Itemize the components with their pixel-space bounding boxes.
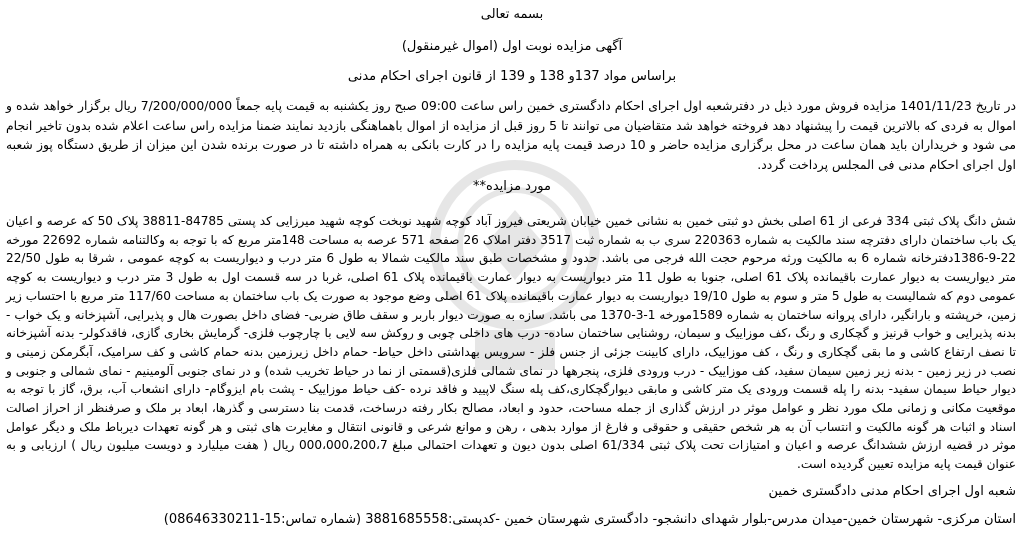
invocation-heading: بسمه تعالی xyxy=(480,7,544,22)
legal-basis-line: براساس مواد 137و 138 و 139 از قانون اجرای احکام مدنی xyxy=(347,69,677,84)
intro-paragraph: در تاریخ 1401/11/23 مزایده فروش مورد ذیل در دفترشعبه اول اجرای احکام دادگستری خمین راس ساعت 09:00 صبح روز یکشنبه به قیمت پایه جمعاً 7/200/000/000 ریال برگزار خواهد شده و اموال به فردی که بالاترین قیمت را پیشنهاد دهد فروخته خواهد شد متقاضیان می توانند تا 5 روز قبل از مزایده از اموال باهماهنگی بازدید نمایند ضمنا مزایده راس ساعت اعلام شده بدون تاخیر انجام می شود و خریداران باید همان ساعت در محل برگزاری مزایده حاضر و 10 درصد قیمت پایه مزایده را در کارت بانکی به همراه داشته تا در صورت برنده شدن این میزان از طریق دستگاه پوز شعبه اول اجرای احکام مدنی فی المجلس پرداخت گردد. xyxy=(6,98,1016,172)
property-description-paragraph: شش دانگ پلاک ثبتی 334 فرعی از 61 اصلی بخش دو ثبتی خمین به نشانی خمین خیابان شریعتی فیروز آباد کوچه شهید نوبخت کوچه شهید میرزایی کد پستی 84785-38811 پلاک 50 که عرصه و اعیان یک باب ساختمان دارای دفترچه سند مالکیت به شماره 220363 سری ب به شماره ثبت 3517 دفتر املاک 26 صفحه 571 عرصه به مساحت 148متر مربع که با توجه به وکالتنامه شماره 22692 مورخه 22-9-1386دفترخانه شماره 6 به مالکیت ورثه مرحوم حجت الله فرجی می باشد. حدود و مشخصات طبق سند مالکیت شمالا به طول 6 متر درب و دیواریست به کوچه عمومی ، شرقا به طول 22/50 متر دیواریست به دیوار عمارت باقیمانده پلاک 61 اصلی، جنوبا به طول 11 متر دیواریست به دیوار عمارت باقیمانده پلاک 61 اصلی، غربا در سه قسمت اول به طول 3 متر درب و دیواریست به کوچه عمومی دوم که شمالیست به طول 5 متر و سوم به طول 19/10 دیواریست به دیوار عمارت باقیمانده پلاک 61 اصلی وضع موجود به صورت یک باب ساختمان به مساحت 117/60 متر مربع با احتساب زیر زمین، خرپشته و بارانگیر، دارای پروانه ساختمان به شماره 1589مورخه 1-3-1370 می باشد. سازه به صورت دیوار باربر و سقف طاق ضربی- فضای داخل بصورت هال و پذیرایی، آشپزخانه و یک خواب - بدنه پذیرایی و خواب قرنیز و گچکاری و رنگ ،کف موزاییک و سیمان، روشنایی ساختمان ساده- درب های داخلی چوبی و روکش سه لایی با چارچوب فلزی- گرمایش بخاری گازی، فاقدکولر- بدنه آشپزخانه تا نصف ارتفاع کاشی و ما بقی گچکاری و رنگ ، کف موزاییک، دارای کابینت جزئی از جنس فلز - سرویس بهداشتی داخل حیاط- حمام داخل زیرزمین بدنه حمام کاشی و کف سرامیک، آبگرمکن زمینی و نصب در زیر زمین - بدنه زیر زمین سیمان سفید، کف موزاییک - درب ورودی فلزی، پنجرهها در نمای شمالی فلزی(قسمتی از نما در حیاط تخریب شده) و در نمای جنوبی آلومینیم - نمای شمالی و جنوبی و دیوار حیاط سیمان سفید- بدنه را پله قسمت ورودی یک متر کاشی و مابقی دیوارگچکاری،کف پله سنگ لاپیید و فاقد نرده -کف حیاط موزاییک - پشت بام ایزوگام- دارای انشعاب آب، برق، گاز با توجه به موقعیت مکانی و زمانی ملک مورد نظر و عوامل موثر در ارزش گذاری از جمله مساحت، حدود و ابعاد، مصالح بکار رفته درساخت، قدمت بنا دسترسی و گذرها، ابعاد بر ملک و صرفنظر از احراز اصالت اسناد و اثبات هر گونه مالکیت و انتساب آن به هر شخص حقیقی و حقوقی و فارغ از موارد بدهی ، رهن و موانع شرعی و قانونی انتقال و مغایرت های ثبتی و هر گونه تعهدات دیرباط ملک و دیگر عوامل موثر در قضیه ارزش ششدانگ عرصه و اعیان و امتیازات تحت پلاک ثبتی 61/334 اصلی بدون دیون و تعهدات احتمالی مبلغ 000،000،200،7 ریال ( هفت میلیارد و دویست میلیون ریال ) ارزیابی و به عنوان قیمت پایه مزایده تعیین گردیده است. xyxy=(6,214,1017,472)
issuer-signature: شعبه اول اجرای احکام مدنی دادگستری خمین xyxy=(768,484,1016,499)
notice-title: آگهی مزایده نوبت اول (اموال غیرمنقول) xyxy=(401,39,623,54)
section-title: مورد مزایده** xyxy=(473,179,551,194)
office-address: استان مرکزی- شهرستان خمین-میدان مدرس-بلوار شهدای دانشجو- دادگستری شهرستان خمین -کدپستی:3881685558 (شماره تماس:15-08646330211) xyxy=(163,512,1016,527)
